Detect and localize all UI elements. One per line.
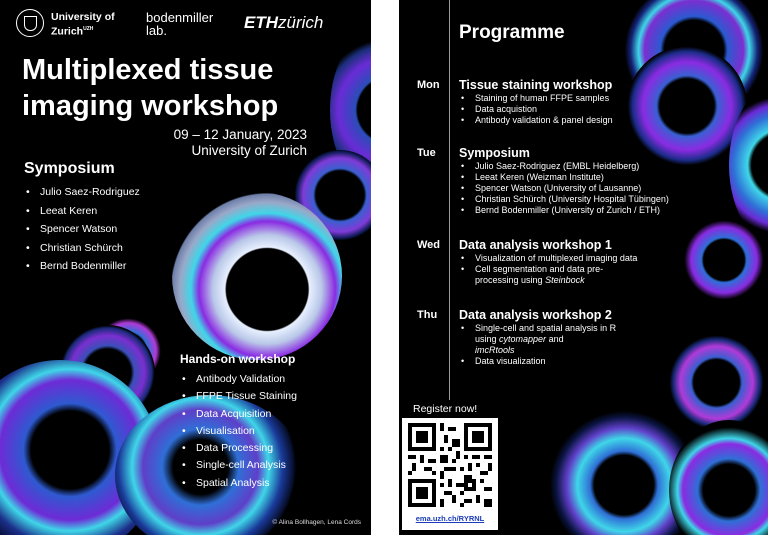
handson-heading: Hands-on workshop	[180, 352, 296, 366]
day-label-wed: Wed	[417, 239, 441, 251]
tue-item: • Bernd Bodenmiller (University of Zurich / ETH)	[459, 205, 699, 216]
tue-item: • Spencer Watson (University of Lausanne)	[459, 183, 699, 194]
handson-item: • Visualisation	[180, 423, 297, 440]
tue-title: Symposium	[459, 146, 530, 160]
tue-item: • Christian Schürch (University Hospital Tübingen)	[459, 194, 699, 205]
uzh-logo	[16, 8, 126, 40]
handson-item: • Data Processing	[180, 440, 297, 457]
title-line-2: imaging workshop	[22, 90, 279, 122]
poster-title	[22, 52, 278, 124]
bodenmiller-logo	[146, 11, 213, 37]
handson-item: • Spatial Analysis	[180, 475, 297, 492]
thu-item: • Data visualization	[459, 356, 619, 367]
eth-bold: ETH	[244, 13, 278, 32]
tissue-ring-center	[172, 192, 342, 360]
tissue-ring-bottom-right	[669, 420, 768, 535]
event-dates: 09 – 12 January, 2023	[173, 127, 307, 142]
symposium-speaker-list	[24, 183, 140, 276]
speaker-item: • Julio Saez-Rodriguez	[24, 183, 140, 202]
handson-item: • Data Acquisition	[180, 406, 297, 423]
wed-item-text: Cell segmentation and data pre-processing using	[475, 264, 604, 285]
mon-items	[459, 93, 689, 126]
day-label-thu: Thu	[417, 309, 438, 321]
handson-item: • Antibody Validation	[180, 371, 297, 388]
bodenmiller-line1: bodenmiller	[146, 10, 214, 25]
wed-item	[459, 264, 644, 286]
image-credit: © Alina Bollhagen, Lena Cords	[272, 519, 361, 526]
programme-heading: Programme	[459, 22, 565, 43]
speaker-item: • Bernd Bodenmiller	[24, 257, 140, 276]
register-label: Register now!	[413, 403, 478, 415]
eth-logo	[244, 13, 323, 33]
uzh-seal-icon	[16, 9, 44, 37]
tue-item: • Julio Saez-Rodriguez (EMBL Heidelberg)	[459, 161, 699, 172]
date-block	[174, 127, 307, 159]
qr-code-icon	[408, 423, 492, 507]
day-label-mon: Mon	[417, 79, 440, 91]
symposium-heading: Symposium	[24, 160, 115, 177]
handson-item: • Single-cell Analysis	[180, 457, 297, 474]
title-line-1: Multiplexed tissue	[22, 54, 274, 86]
thu-item-and: and	[548, 334, 564, 344]
imcrtools-tool: imcRtools	[475, 345, 515, 355]
day-label-tue: Tue	[417, 147, 436, 159]
event-venue: University of Zurich	[191, 143, 307, 158]
speaker-item: • Christian Schürch	[24, 239, 140, 258]
timeline-divider	[449, 0, 450, 400]
speaker-item: • Spencer Watson	[24, 220, 140, 239]
tissue-ring-lower-right	[669, 335, 764, 430]
mon-item: • Data acquistion	[459, 104, 689, 115]
tue-items	[459, 161, 699, 216]
cytomapper-tool: cytomapper	[499, 334, 547, 344]
uzh-sup: UZH	[83, 26, 94, 32]
wed-items	[459, 253, 644, 286]
uzh-line2: Zurich	[51, 25, 84, 38]
handson-item: • FFPE Tissue Staining	[180, 388, 297, 405]
bodenmiller-line2: lab.	[146, 23, 167, 38]
wed-title: Data analysis workshop 1	[459, 238, 612, 252]
thu-item-text: Single-cell and spatial analysis in R using	[475, 323, 617, 344]
mon-item: • Antibody validation & panel design	[459, 115, 689, 126]
tissue-ring-right-small	[684, 220, 764, 300]
qr-link[interactable]: ema.uzh.ch/RYRNL	[415, 514, 485, 523]
tue-item: • Leeat Keren (Weizman Institute)	[459, 172, 699, 183]
speaker-item: • Leeat Keren	[24, 202, 140, 221]
poster-left	[0, 0, 371, 535]
qr-card[interactable]	[402, 418, 498, 530]
handson-list	[180, 371, 297, 492]
poster-right	[399, 0, 768, 535]
wed-item: • Visualization of multiplexed imaging data	[459, 253, 644, 264]
eth-italic: zürich	[278, 13, 324, 32]
uzh-line1: University of	[51, 11, 115, 23]
mon-item: • Staining of human FFPE samples	[459, 93, 689, 104]
thu-title: Data analysis workshop 2	[459, 308, 612, 322]
thu-item	[459, 323, 619, 356]
mon-title: Tissue staining workshop	[459, 78, 613, 92]
thu-items	[459, 323, 619, 367]
steinbock-tool: Steinbock	[545, 275, 585, 285]
